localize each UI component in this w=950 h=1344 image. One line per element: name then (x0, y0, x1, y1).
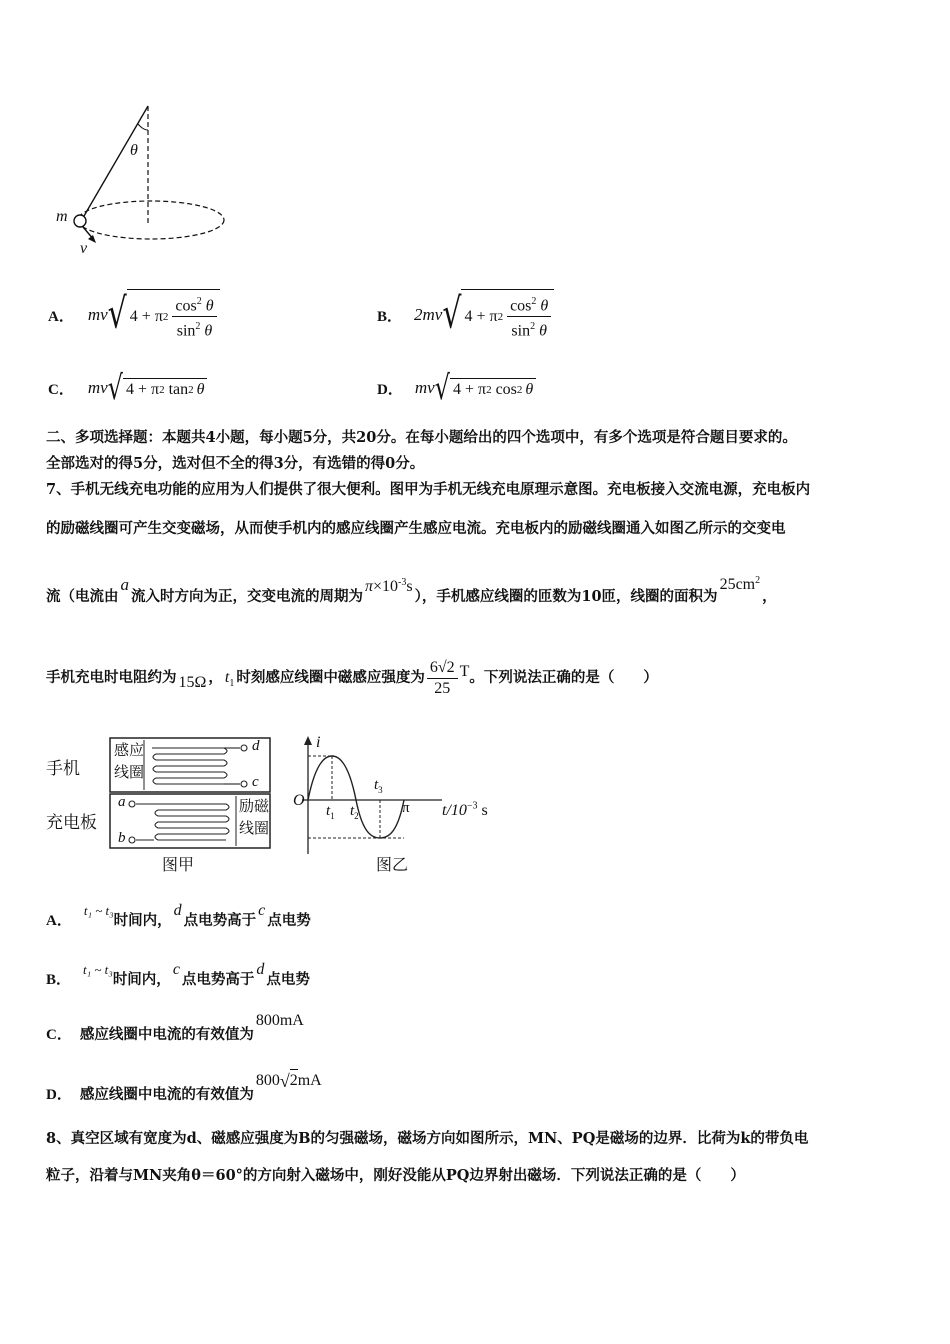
trig-exp: 2 (516, 383, 523, 396)
charging-board-label: 充电板 (46, 813, 97, 833)
mass-label: m (56, 208, 68, 225)
x-axis-exp: −3 (466, 800, 478, 812)
area-value (720, 570, 761, 596)
theta-label: θ (130, 142, 138, 159)
num-exp: 2 (196, 295, 202, 307)
pi-tick-label: π (402, 800, 410, 816)
value-unit: mA (297, 1071, 322, 1089)
terminal-d: d (252, 738, 260, 754)
b-denominator: 25 (434, 679, 451, 697)
t2-var: t (350, 803, 355, 819)
option-letter: A． (46, 913, 72, 929)
sqrt-sign: √ (442, 289, 462, 339)
figure-yi-caption: 图乙 (376, 855, 409, 874)
point-label: d (256, 961, 265, 978)
q7-option-b[interactable] (46, 957, 310, 991)
exponent: 2 (486, 383, 492, 396)
sqrt-content (123, 378, 208, 399)
point-label: d (173, 902, 182, 919)
den-exp: 2 (195, 321, 201, 332)
t-sub: 1 (229, 677, 235, 689)
b-unit: T (459, 663, 470, 680)
q8-line2: 粒子，沿着与MN夹角θ＝60°的方向射入磁场中，刚好没能从PQ边界射出磁场．下列说法正确的是（ ） (46, 1167, 745, 1184)
q7-line3 (46, 568, 777, 608)
trig-exp: 2 (188, 383, 194, 396)
fraction (172, 292, 216, 342)
x-axis-label (442, 800, 488, 820)
text-segment: ， (208, 669, 223, 686)
figure-jia (44, 734, 284, 874)
figure-jia-caption: 图甲 (162, 855, 195, 874)
terminal-a: a (120, 575, 129, 594)
coefficient: 2mv (414, 305, 443, 324)
period-value (365, 572, 413, 598)
section2-header-line2: 全部选对的得5分，选对但不全的得3分，有选错的得0分。 (46, 455, 425, 472)
sqrt-sign: √ (107, 289, 127, 339)
text-segment: 手机充电时电阻约为 (46, 669, 177, 686)
numerator: cos (175, 297, 197, 314)
q6-option-b[interactable] (377, 285, 554, 345)
option-letter: C． (46, 1027, 72, 1043)
num-var: θ (205, 297, 214, 314)
text-segment: 点电势 (266, 971, 310, 988)
q6-option-a[interactable] (48, 285, 220, 345)
effective-current-value: 800mA (255, 1012, 304, 1029)
effective-current-value (256, 1069, 322, 1092)
q7-option-a[interactable] (46, 898, 311, 932)
den-var: θ (204, 322, 213, 340)
q8-line1: 8、真空区域有宽度为d、磁感应强度为B的匀强磁场，磁场方向如图所示，MN、PQ是磁场的边界．比荷为k的带负电 (46, 1130, 809, 1147)
pi-symbol: π (365, 578, 374, 595)
inner-term: 4 + π (125, 380, 160, 398)
text-segment: 流（电流由 (46, 588, 119, 605)
text-segment: 时刻感应线圈中磁感应强度为 (236, 669, 425, 686)
exponent: 2 (159, 383, 165, 396)
induction-coil-label-2: 线圈 (114, 763, 145, 781)
figure-yi (292, 734, 512, 874)
q7-option-d[interactable] (46, 1068, 322, 1106)
point-label: c (258, 902, 266, 919)
text-segment: 点电势高于 (181, 971, 255, 988)
time-range: t₁ ~ t₃ (83, 903, 114, 918)
time-range: t₁ ~ t₃ (83, 962, 113, 977)
sqrt-content (127, 289, 220, 342)
coefficient: mv (87, 378, 108, 397)
den-exp: 2 (530, 321, 536, 332)
x-axis-unit: s (477, 802, 488, 819)
inner-term: 4 + π (452, 380, 487, 398)
t1-tick-label: $t_1$ (326, 803, 335, 822)
exponent: 2 (497, 310, 504, 323)
text-segment: 时间内， (112, 971, 171, 988)
trig-var: θ (525, 380, 534, 398)
point-label: c (172, 961, 180, 978)
terminal-b: b (118, 830, 126, 846)
excitation-coil-label-2: 线圈 (239, 819, 270, 837)
excitation-coil-label-1: 励磁 (239, 797, 270, 815)
trig-func: tan (168, 380, 189, 398)
denominator: sin (511, 322, 531, 340)
terminal-c: c (252, 774, 259, 790)
coefficient: mv (414, 378, 435, 397)
text-segment: 点电势高于 (183, 912, 257, 929)
induction-coil-label-1: 感应 (114, 741, 145, 759)
resistance-value: 15Ω (178, 674, 207, 691)
inner-term: 4 + π (129, 307, 163, 325)
period-exp: -3 (398, 577, 407, 589)
text-segment: ， (762, 588, 777, 605)
numerator: cos (510, 297, 532, 314)
denominator: sin (176, 322, 196, 340)
period-unit: s (406, 578, 413, 595)
text-segment: 流入时方向为正，交变电流的周期为 (131, 588, 363, 605)
fraction (507, 292, 551, 342)
t3-var: t (374, 777, 379, 793)
velocity-label: v (80, 240, 88, 257)
q6-option-c[interactable] (48, 370, 207, 406)
y-axis-label: i (316, 734, 321, 751)
text-segment: 时间内， (113, 912, 172, 929)
option-letter: C． (48, 381, 74, 398)
phone-label: 手机 (46, 759, 80, 779)
option-letter: B． (377, 308, 403, 325)
b-numerator: 6√2 (427, 658, 458, 679)
t2-tick-label: $t_2$ (350, 803, 359, 822)
b-field-fraction (427, 658, 458, 699)
exponent: 2 (162, 310, 169, 323)
sqrt-sign: √ (434, 368, 450, 408)
t1-symbol (225, 667, 234, 695)
trig-func: cos (495, 380, 517, 398)
option-letter: A． (48, 308, 74, 325)
text-segment: 点电势 (267, 912, 311, 929)
sqrt-value: 2 (290, 1069, 298, 1092)
coefficient: mv (87, 305, 108, 324)
num-exp: 2 (531, 295, 537, 307)
origin-label: O (293, 792, 305, 809)
den-var: θ (539, 322, 547, 340)
option-letter: D． (377, 381, 403, 398)
q7-line2: 的励磁线圈可产生交变磁场，从而使手机内的感应线圈产生感应电流。充电板内的励磁线圈通入如图乙所示的交变电 (46, 520, 786, 537)
option-letter: D． (46, 1087, 72, 1103)
t3-tick-label: $t_3$ (374, 777, 383, 796)
text-segment: ），手机感应线圈的匝数为10匝，线圈的面积为 (414, 588, 718, 605)
period-base: ×10 (373, 578, 399, 595)
q7-line1: 7、手机无线充电功能的应用为人们提供了很大便利。图甲为手机无线充电原理示意图。充电板接入交流电源，充电板内 (46, 481, 811, 498)
terminal-a: a (118, 794, 126, 810)
q7-option-c[interactable] (46, 1010, 304, 1046)
text-segment: 。下列说法正确的是（ ） (469, 669, 658, 686)
t1-var: t (326, 803, 331, 819)
t-var: t (224, 669, 230, 687)
text-segment: 感应线圈中电流的有效值为 (79, 1026, 254, 1043)
area-exp: 2 (755, 575, 761, 587)
sqrt-content (461, 289, 554, 342)
inner-term: 4 + π (464, 307, 498, 325)
sqrt-content (450, 378, 536, 399)
value-part: 800 (255, 1071, 280, 1089)
q6-option-d[interactable] (377, 370, 536, 406)
sqrt-sign: √ (279, 1070, 290, 1091)
trig-var: θ (196, 380, 205, 398)
area-base: 25cm (719, 576, 756, 593)
x-axis-base: t/10 (442, 802, 467, 819)
sqrt-sign: √ (107, 368, 123, 408)
section2-header-line1: 二、多项选择题：本题共4小题，每小题5分，共20分。在每小题给出的四个选项中，有多个选项是符合题目要求的。 (46, 429, 797, 446)
option-letter: B． (46, 972, 72, 988)
text-segment: 感应线圈中电流的有效值为 (79, 1086, 254, 1103)
conical-pendulum-figure (50, 100, 240, 270)
num-var: θ (540, 297, 549, 314)
q7-line4 (46, 650, 658, 706)
